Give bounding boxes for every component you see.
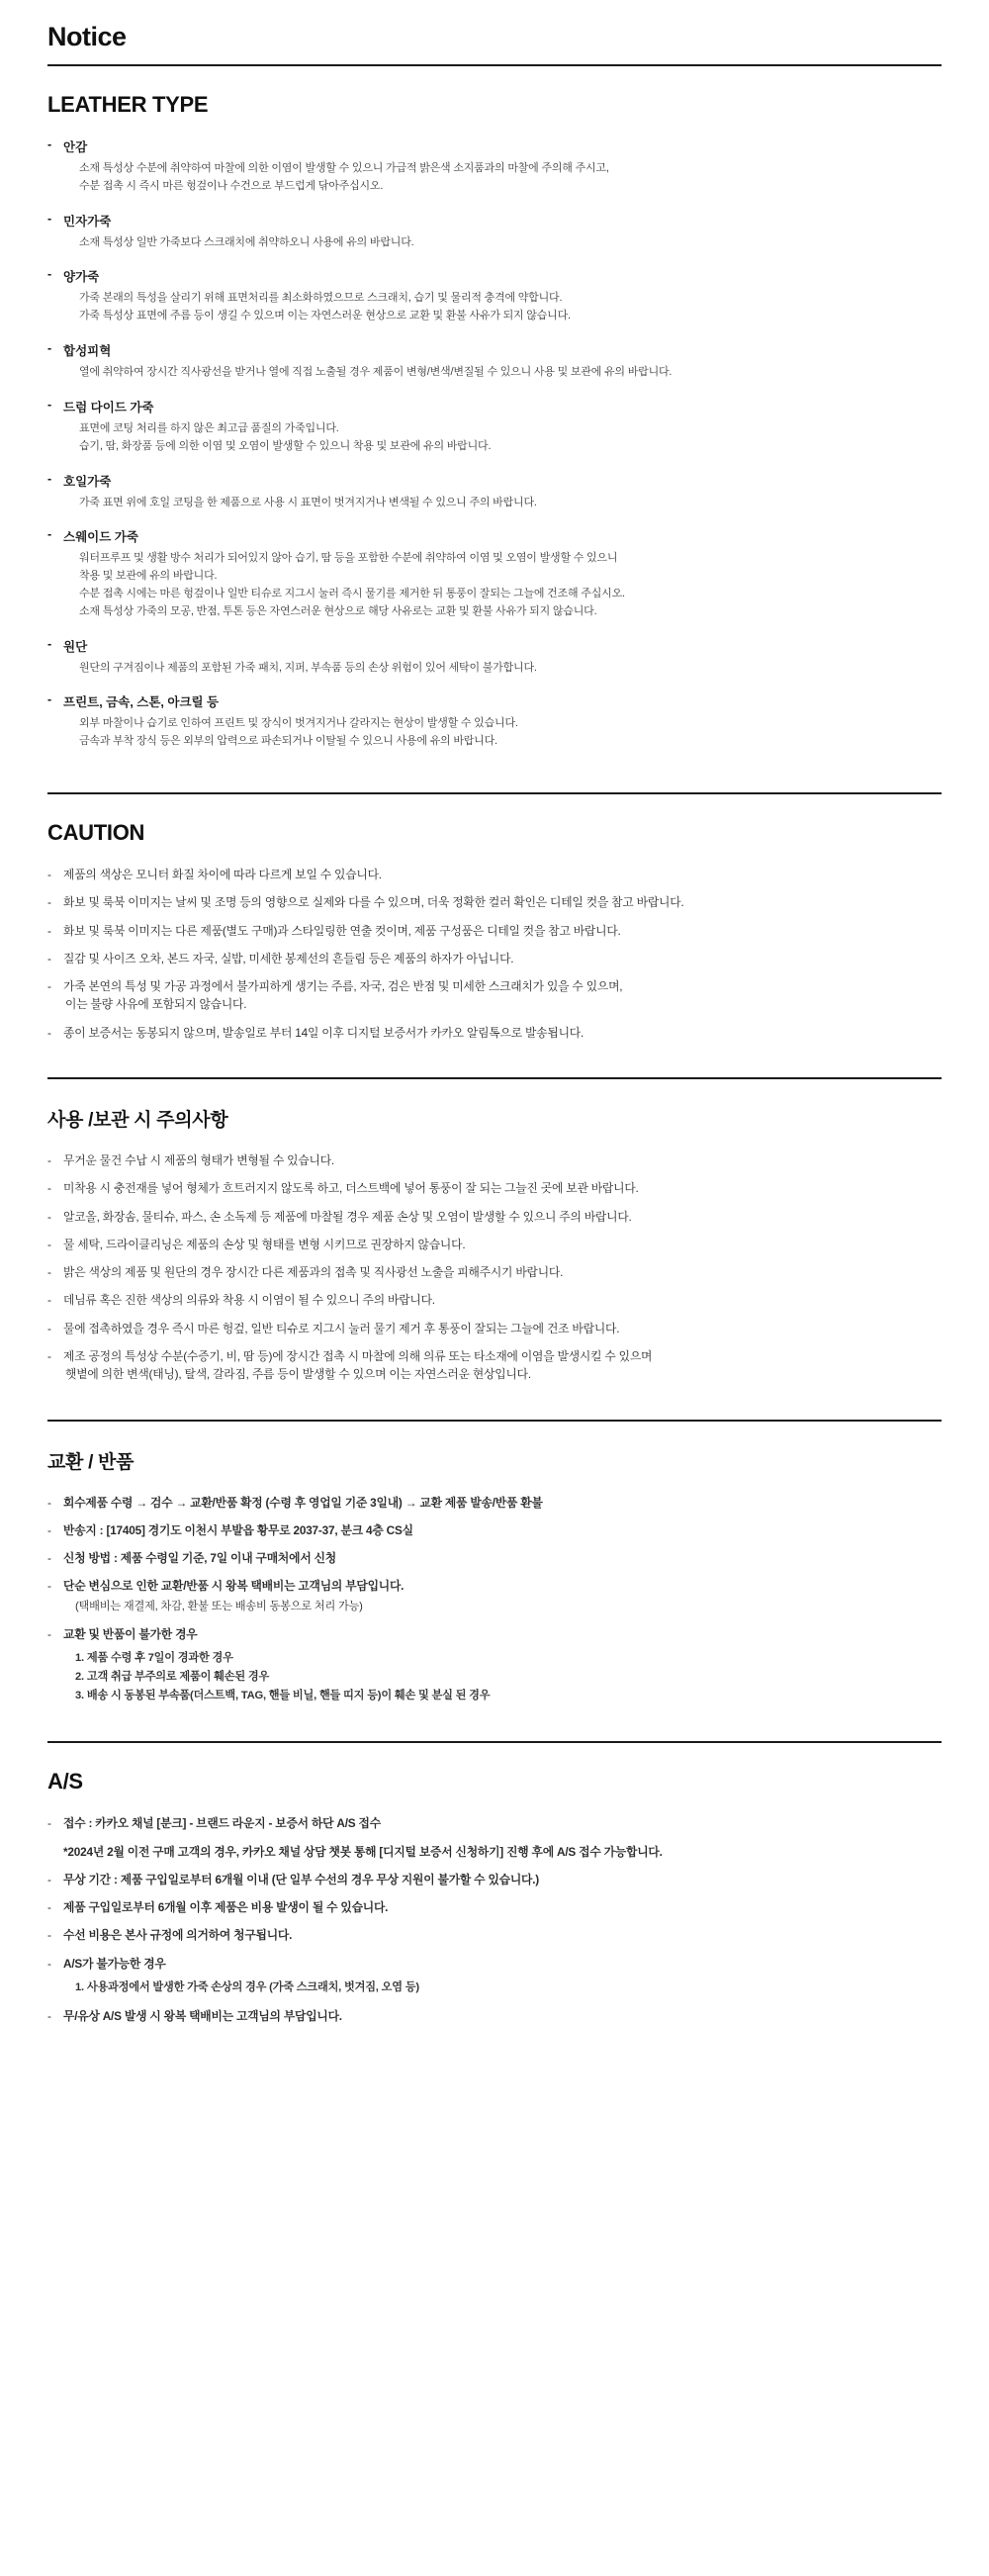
description-line: 금속과 부착 장식 등은 외부의 압력으로 파손되거나 이탈될 수 있으니 사용에 유의 바랍니다. <box>79 735 497 748</box>
section-as <box>47 1743 942 2061</box>
section-title-exchange: 교환 / 반품 <box>47 1451 135 1473</box>
list-item-body <box>63 1263 942 1281</box>
list-item <box>47 1236 942 1253</box>
dash-marker: - <box>47 895 51 910</box>
leather-type-description <box>47 290 942 325</box>
description-line: 수분 접촉 시 즉시 마른 헝겊이나 수건으로 부드럽게 닦아주십시오. <box>79 179 384 192</box>
description-line: 열에 취약하여 장시간 직사광선을 받거나 열에 직접 노출될 경우 제품이 변형/변색/변질될 수 있으니 사용 및 보관에 유의 바랍니다. <box>79 366 673 379</box>
list-item <box>47 1549 942 1567</box>
list-item-body <box>63 977 942 1014</box>
dash-marker: - <box>47 1522 51 1537</box>
as-list <box>47 1814 942 2025</box>
usage-list <box>47 1151 942 1384</box>
dash-marker: - <box>47 1928 51 1943</box>
list-item <box>47 866 942 883</box>
list-item-body <box>63 1024 942 1042</box>
list-item <box>47 1926 942 1944</box>
leather-type-name-row <box>47 212 942 230</box>
list-item-body <box>63 1179 942 1197</box>
dash-marker: - <box>47 868 51 881</box>
list-item-text: 신청 방법 : 제품 수령일 기준, 7일 이내 구매처에서 신청 <box>63 1551 336 1566</box>
dash-marker: - <box>47 1551 51 1566</box>
list-item-text: 화보 및 룩북 이미지는 날씨 및 조명 등의 영향으로 실제와 다를 수 있으며, 더욱 정확한 컬러 확인은 디테일 컷을 참고 바랍니다. <box>63 895 684 910</box>
list-item-text: *2024년 2월 이전 구매 고객의 경우, 카카오 채널 상담 챗봇 통해 [디지털 보증서 신청하기] 진행 후에 A/S 접수 가능합니다. <box>63 1844 663 1859</box>
description-line: 표면에 코팅 처리를 하지 않은 최고급 품질의 가죽입니다. <box>79 421 339 434</box>
list-item-text: 가죽 본연의 특성 및 가공 과정에서 불가피하게 생기는 주름, 자국, 검은 반점 및 미세한 스크래치가 있을 수 있으며, <box>63 979 623 994</box>
leather-type-name-row <box>47 637 942 655</box>
list-item-body <box>63 1926 942 1944</box>
list-item <box>47 1955 942 1997</box>
list-item <box>47 950 942 967</box>
leather-type-name-row <box>47 341 942 359</box>
list-item-text: 물 세탁, 드라이클리닝은 제품의 손상 및 형태를 변형 시키므로 권장하지 않습니다. <box>63 1237 466 1251</box>
section-leather-type <box>47 66 942 792</box>
leather-type-description <box>47 660 942 678</box>
leather-type-name: 원단 <box>63 639 88 654</box>
leather-type-item <box>47 341 942 382</box>
dash-marker: - <box>47 527 52 542</box>
leather-type-list <box>47 138 942 751</box>
sub-list-item: 3. 배송 시 동봉된 부속품(더스트백, TAG, 핸들 비닐, 핸들 띠지 등)이 훼손 및 분실 된 경우 <box>75 1690 491 1702</box>
list-item-text: 제품의 색상은 모니터 화질 차이에 따라 다르게 보일 수 있습니다. <box>63 868 382 881</box>
list-item-text: 무/유상 A/S 발생 시 왕복 택배비는 고객님의 부담입니다. <box>63 2009 342 2024</box>
dash-marker: - <box>47 923 51 938</box>
dash-marker: - <box>47 1872 51 1886</box>
dash-marker: - <box>47 951 51 966</box>
section-title-leather-type: LEATHER TYPE <box>47 92 209 117</box>
dash-marker: - <box>47 1956 51 1971</box>
list-item-text: 화보 및 룩북 이미지는 다른 제품(별도 구매)과 스타일링한 연출 컷이며, 제품 구성품은 디테일 컷을 참고 바랍니다. <box>63 923 621 938</box>
list-item-note: (택배비는 재결제, 차감, 환불 또는 배송비 동봉으로 처리 가능) <box>75 1600 363 1612</box>
list-item-text: 회수제품 수령 → 검수 → 교환/반품 확정 (수령 후 영업일 기준 3일내) → 교환 제품 발송/반품 환불 <box>63 1495 543 1510</box>
leather-type-description <box>47 715 942 751</box>
list-item <box>47 1898 942 1916</box>
description-line: 수분 접촉 시에는 마른 헝겊이나 일반 티슈로 지그시 눌러 즉시 물기를 제거한 뒤 통풍이 잘되는 그늘에 건조해 주십시오. <box>79 587 625 599</box>
list-item-body <box>63 1871 942 1888</box>
sub-list-item: 1. 제품 수령 후 7일이 경과한 경우 <box>75 1652 233 1665</box>
list-item-body <box>63 1291 942 1309</box>
leather-type-item <box>47 398 942 456</box>
description-line: 가죽 특성상 표면에 주름 등이 생길 수 있으며 이는 자연스러운 현상으로 교환 및 환불 사유가 되지 않습니다. <box>79 310 571 322</box>
dash-marker: - <box>47 1181 51 1196</box>
list-item <box>47 1024 942 1042</box>
leather-type-name: 프린트, 금속, 스톤, 아크릴 등 <box>63 695 220 710</box>
leather-type-description <box>47 234 942 252</box>
list-item-body <box>63 1208 942 1226</box>
list-item-body <box>63 922 942 940</box>
list-item-body <box>63 893 942 911</box>
leather-type-name: 안감 <box>63 140 88 154</box>
leather-type-item <box>47 472 942 512</box>
dash-marker: - <box>47 636 52 651</box>
dash-marker: - <box>47 1626 51 1641</box>
list-item-text: 무상 기간 : 제품 구입일로부터 6개월 이내 (단 일부 수선의 경우 무상 지원이 불가할 수 있습니다.) <box>63 1872 540 1886</box>
leather-type-name: 스웨이드 가죽 <box>63 530 138 545</box>
leather-type-description <box>47 364 942 382</box>
description-line: 습기, 땀, 화장품 등에 의한 이염 및 오염이 발생할 수 있으니 착용 및 보관에 유의 바랍니다. <box>79 439 492 452</box>
leather-type-name-row <box>47 527 942 545</box>
list-item-text: 수선 비용은 본사 규정에 의거하여 청구됩니다. <box>63 1928 293 1943</box>
dash-marker: - <box>47 1237 51 1251</box>
description-line: 착용 및 보관에 유의 바랍니다. <box>79 570 218 583</box>
list-item <box>47 1577 942 1615</box>
dash-marker: - <box>47 692 52 707</box>
list-item-body <box>63 1549 942 1567</box>
dash-marker: - <box>47 1152 51 1167</box>
list-item <box>47 922 942 940</box>
leather-type-item <box>47 212 942 252</box>
list-item-subtext: 이는 불량 사유에 포함되지 않습니다. <box>65 997 247 1012</box>
sub-list-item: 1. 사용과정에서 발생한 가죽 손상의 경우 (가죽 스크래치, 벗겨짐, 오염 등) <box>75 1981 419 1994</box>
dash-marker: - <box>47 471 52 486</box>
leather-type-name-row <box>47 267 942 285</box>
list-item-text: 물에 접촉하였을 경우 즉시 마른 헝겊, 일반 티슈로 지그시 눌러 물기 제거 후 통풍이 잘되는 그늘에 건조 바랍니다. <box>63 1321 620 1335</box>
description-line: 외부 마찰이나 습기로 인하여 프린트 및 장식이 벗겨지거나 갈라지는 현상이 발생할 수 있습니다. <box>79 717 518 730</box>
list-item-text: A/S가 불가능한 경우 <box>63 1956 166 1971</box>
dash-marker: - <box>47 341 52 356</box>
dash-marker: - <box>47 1816 51 1831</box>
page-title: Notice <box>47 22 127 51</box>
leather-type-name-row <box>47 138 942 155</box>
list-item <box>47 977 942 1014</box>
list-item-body <box>63 1236 942 1253</box>
dash-marker: - <box>47 1293 51 1308</box>
list-item <box>47 1291 942 1309</box>
list-item <box>47 1347 942 1384</box>
list-item-text: 종이 보증서는 동봉되지 않으며, 발송일로 부터 14일 이후 디지털 보증서가 카카오 알림톡으로 발송됩니다. <box>63 1025 584 1040</box>
leather-type-name-row <box>47 398 942 415</box>
leather-type-item <box>47 637 942 678</box>
leather-type-item <box>47 692 942 751</box>
leather-type-name: 합성피혁 <box>63 344 112 359</box>
leather-type-name: 양가죽 <box>63 270 100 285</box>
list-item <box>47 1151 942 1169</box>
list-item-body <box>63 1577 942 1615</box>
dash-marker: - <box>47 979 51 994</box>
description-line: 원단의 구겨짐이나 제품의 포함된 가죽 패치, 지퍼, 부속품 등의 손상 위험이 있어 세탁이 불가합니다. <box>79 661 537 674</box>
description-line: 가죽 표면 위에 호일 코팅을 한 제품으로 사용 시 표면이 벗겨지거나 변색될 수 있으니 주의 바랍니다. <box>79 496 537 508</box>
description-line: 소재 특성상 수분에 취약하여 마찰에 의한 이염이 발생할 수 있으니 가급적 밝은색 소지품과의 마찰에 주의해 주시고, <box>79 162 609 174</box>
leather-type-name-row <box>47 692 942 710</box>
list-item-body <box>63 866 942 883</box>
leather-type-item <box>47 267 942 325</box>
list-item-text: 질감 및 사이즈 오차, 본드 자국, 실밥, 미세한 봉제선의 흔들림 등은 제품의 하자가 아닙니다. <box>63 951 514 966</box>
list-item-body <box>63 1521 942 1539</box>
dash-marker: - <box>47 1321 51 1335</box>
list-item <box>47 1521 942 1539</box>
dash-marker: - <box>47 1579 51 1594</box>
list-item <box>47 1843 942 1861</box>
list-item <box>47 1320 942 1337</box>
list-item-text: 제조 공정의 특성상 수분(수증기, 비, 땀 등)에 장시간 접촉 시 마찰에 의해 의류 또는 타소재에 이염을 발생시킬 수 있으며 <box>63 1348 653 1363</box>
leather-type-description <box>47 420 942 456</box>
exchange-list <box>47 1494 942 1706</box>
leather-type-description <box>47 495 942 512</box>
list-item <box>47 1814 942 1832</box>
caution-list <box>47 866 942 1042</box>
list-item-body <box>63 950 942 967</box>
list-item-text: 밝은 색상의 제품 및 원단의 경우 장시간 다른 제품과의 접촉 및 직사광선 노출을 피해주시기 바랍니다. <box>63 1265 564 1280</box>
section-title-as: A/S <box>47 1769 83 1794</box>
dash-marker: - <box>47 1348 51 1363</box>
list-item-subtext: 햇볕에 의한 변색(태닝), 탈색, 갈라짐, 주름 등이 발생할 수 있으며 이는 자연스러운 현상입니다. <box>65 1367 531 1382</box>
list-item-body <box>63 1843 942 1861</box>
description-line: 소재 특성상 일반 가죽보다 스크래치에 취약하오니 사용에 유의 바랍니다. <box>79 235 414 248</box>
description-line: 가죽 본래의 특성을 살리기 위해 표면처리를 최소화하였으므로 스크래치, 습기 및 물리적 충격에 약합니다. <box>79 292 563 305</box>
dash-marker: - <box>47 1025 51 1040</box>
dash-marker: - <box>47 1900 51 1915</box>
list-item <box>47 1871 942 1888</box>
list-item-body <box>63 1494 942 1512</box>
list-item-body <box>63 1898 942 1916</box>
list-item <box>47 1179 942 1197</box>
dash-marker: - <box>47 397 52 412</box>
list-item-body <box>63 1625 942 1705</box>
dash-marker: - <box>47 1495 51 1510</box>
dash-marker: - <box>47 267 52 282</box>
list-item-body <box>63 1347 942 1384</box>
list-item-text: 제품 구입일로부터 6개월 이후 제품은 비용 발생이 될 수 있습니다. <box>63 1900 389 1915</box>
list-item-body <box>63 2007 942 2025</box>
leather-type-name-row <box>47 472 942 490</box>
list-item-text: 데님류 혹은 진한 색상의 의류와 착용 시 이염이 될 수 있으니 주의 바랍니다. <box>63 1293 435 1308</box>
section-usage <box>47 1079 942 1420</box>
sub-list <box>63 1978 942 1997</box>
list-item-body <box>63 1151 942 1169</box>
sub-list-item: 2. 고객 취급 부주의로 제품이 훼손된 경우 <box>75 1671 270 1684</box>
list-item-text: 교환 및 반품이 불가한 경우 <box>63 1626 198 1641</box>
list-item-text: 접수 : 카카오 채널 [분크] - 브랜드 라운지 - 보증서 하단 A/S 접수 <box>63 1816 381 1831</box>
list-item-text: 알코올, 화장솜, 물티슈, 파스, 손 소독제 등 제품에 마찰될 경우 제품 손상 및 오염이 발생할 수 있으니 주의 바랍니다. <box>63 1209 632 1224</box>
list-item-text: 단순 변심으로 인한 교환/반품 시 왕복 택배비는 고객님의 부담입니다. <box>63 1579 405 1594</box>
leather-type-name: 호일가죽 <box>63 474 112 489</box>
dash-marker: - <box>47 1209 51 1224</box>
list-item <box>47 2007 942 2025</box>
section-title-usage: 사용 /보관 시 주의사항 <box>47 1109 228 1131</box>
section-exchange <box>47 1422 942 1742</box>
list-item-body <box>63 1955 942 1997</box>
list-item-body <box>63 1320 942 1337</box>
list-item <box>47 1625 942 1705</box>
section-caution <box>47 794 942 1077</box>
leather-type-item <box>47 527 942 620</box>
description-line: 소재 특성상 가죽의 모공, 반점, 투톤 등은 자연스러운 현상으로 해당 사유로는 교환 및 환불 사유가 되지 않습니다. <box>79 604 597 617</box>
dash-marker: - <box>47 1265 51 1280</box>
description-line: 워터프루프 및 생활 방수 처리가 되어있지 않아 습기, 땀 등을 포함한 수분에 취약하여 이염 및 오염이 발생할 수 있으니 <box>79 552 618 565</box>
leather-type-item <box>47 138 942 196</box>
dash-marker: - <box>47 211 52 226</box>
list-item <box>47 1263 942 1281</box>
sub-list <box>63 1649 942 1705</box>
dash-marker: - <box>47 138 52 151</box>
leather-type-name: 드럼 다이드 가죽 <box>63 400 154 414</box>
leather-type-description <box>47 550 942 620</box>
list-item <box>47 1494 942 1512</box>
leather-type-name: 민자가죽 <box>63 214 112 229</box>
section-title-caution: CAUTION <box>47 820 145 845</box>
list-item-text: 무거운 물건 수납 시 제품의 형태가 변형될 수 있습니다. <box>63 1152 335 1167</box>
list-item <box>47 893 942 911</box>
list-item-text: 반송지 : [17405] 경기도 이천시 부발읍 황무로 2037-37, 분크 4층 CS실 <box>63 1522 413 1537</box>
list-item <box>47 1208 942 1226</box>
list-item-body <box>63 1814 942 1832</box>
dash-marker: - <box>47 2009 51 2024</box>
leather-type-description <box>47 160 942 196</box>
list-item-text: 미착용 시 충전재를 넣어 형체가 흐트러지지 않도록 하고, 더스트백에 넣어 통풍이 잘 되는 그늘진 곳에 보관 바랍니다. <box>63 1181 639 1196</box>
